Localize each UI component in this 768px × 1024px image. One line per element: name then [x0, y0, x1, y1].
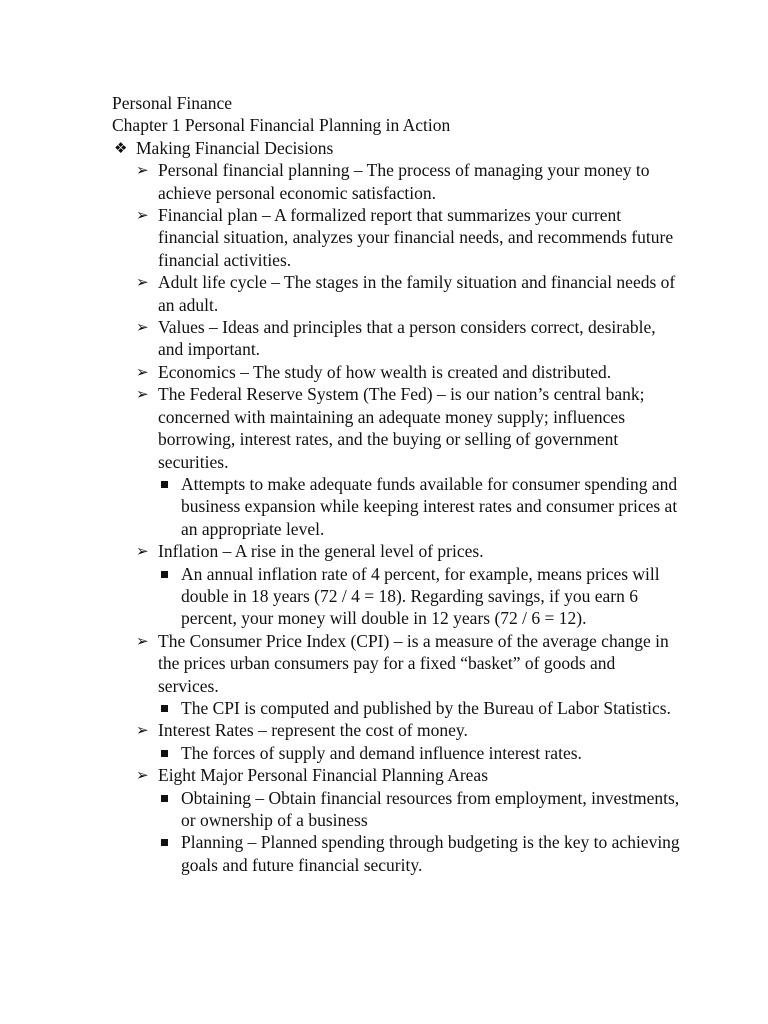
- sub-list-item-text: An annual inflation rate of 4 percent, for example, means prices will double in 18 years (72 / 4 = 18). Regarding savings, if you earn 6 percent, your money will double in 12 years (72 / 6 = 12).: [181, 563, 660, 629]
- list-item: [112, 159, 678, 204]
- list-item: [112, 540, 678, 562]
- list-item-text: Eight Major Personal Financial Planning Areas: [158, 765, 489, 786]
- sub-list-item-text: The forces of supply and demand influence interest rates.: [181, 742, 582, 763]
- list-item: [112, 204, 678, 271]
- sub-list-item-text: Attempts to make adequate funds available for consumer spending and business expansion while keeping interest rates and consumer prices at an appropriate level.: [181, 473, 678, 539]
- list-item: [112, 719, 678, 741]
- sub-list-item-text: The CPI is computed and published by the Bureau of Labor Statistics.: [181, 697, 671, 718]
- diamond-bullet-icon: ❖: [114, 138, 128, 157]
- document-title: Personal Finance: [112, 93, 233, 113]
- list-item-text: The Consumer Price Index (CPI) – is a measure of the average change in the prices urban consumers pay for a fixed “basket” of goods and services.: [158, 630, 669, 696]
- chapter-heading: Chapter 1 Personal Financial Planning in Action: [112, 115, 451, 136]
- arrow-bullet-icon: ➢: [136, 385, 149, 404]
- arrow-bullet-icon: ➢: [136, 206, 149, 225]
- arrow-bullet-icon: ➢: [136, 318, 149, 337]
- list-item: [112, 316, 678, 361]
- list-item-text: Inflation – A rise in the general level of prices.: [158, 541, 484, 562]
- square-bullet-icon: [161, 795, 168, 802]
- arrow-bullet-icon: ➢: [136, 766, 149, 785]
- square-bullet-icon: [161, 481, 168, 488]
- list-item: [112, 630, 678, 697]
- list-item: [112, 764, 678, 786]
- square-bullet-icon: [161, 750, 168, 757]
- list-item: [112, 383, 678, 473]
- list-item: [112, 361, 678, 383]
- list-item-text: Adult life cycle – The stages in the family situation and financial needs of an adult.: [158, 272, 676, 315]
- list-item-text: Values – Ideas and principles that a person considers correct, desirable, and important.: [158, 317, 656, 360]
- arrow-bullet-icon: ➢: [136, 631, 149, 650]
- list-item-text: Financial plan – A formalized report that summarizes your current financial situation, analyzes your financial needs, and recommends future financial activities.: [158, 205, 674, 270]
- list-item-text: Economics – The study of how wealth is created and distributed.: [158, 361, 612, 382]
- sub-list-item: [112, 563, 681, 630]
- arrow-bullet-icon: ➢: [136, 362, 149, 381]
- arrow-bullet-icon: ➢: [136, 273, 149, 292]
- document-content: [112, 92, 680, 876]
- arrow-bullet-icon: ➢: [136, 721, 149, 740]
- sub-list-item: [112, 831, 681, 876]
- list-item-text: The Federal Reserve System (The Fed) – is our nation’s central bank; concerned with maintaining an adequate money supply; influences borrowing, interest rates, and the buying or selling of government securities.: [158, 384, 645, 472]
- section-heading-text: Making Financial Decisions: [136, 137, 334, 158]
- square-bullet-icon: [161, 705, 168, 712]
- sub-list-item: [112, 787, 681, 832]
- sub-list-item: [112, 697, 681, 719]
- arrow-bullet-icon: ➢: [136, 161, 149, 180]
- list-item-text: Personal financial planning – The process of managing your money to achieve personal economic satisfaction.: [158, 160, 650, 203]
- list-item: [112, 271, 678, 316]
- square-bullet-icon: [161, 839, 168, 846]
- arrow-bullet-icon: ➢: [136, 542, 149, 561]
- list-item-text: Interest Rates – represent the cost of money.: [158, 720, 468, 741]
- sub-list-item: [112, 473, 681, 540]
- square-bullet-icon: [161, 571, 168, 578]
- section-heading: [112, 137, 672, 159]
- sub-list-item-text: Obtaining – Obtain financial resources from employment, investments, or ownership of a business: [181, 787, 680, 830]
- sub-list-item: [112, 742, 681, 764]
- sub-list-item-text: Planning – Planned spending through budgeting is the key to achieving goals and future financial security.: [181, 832, 680, 875]
